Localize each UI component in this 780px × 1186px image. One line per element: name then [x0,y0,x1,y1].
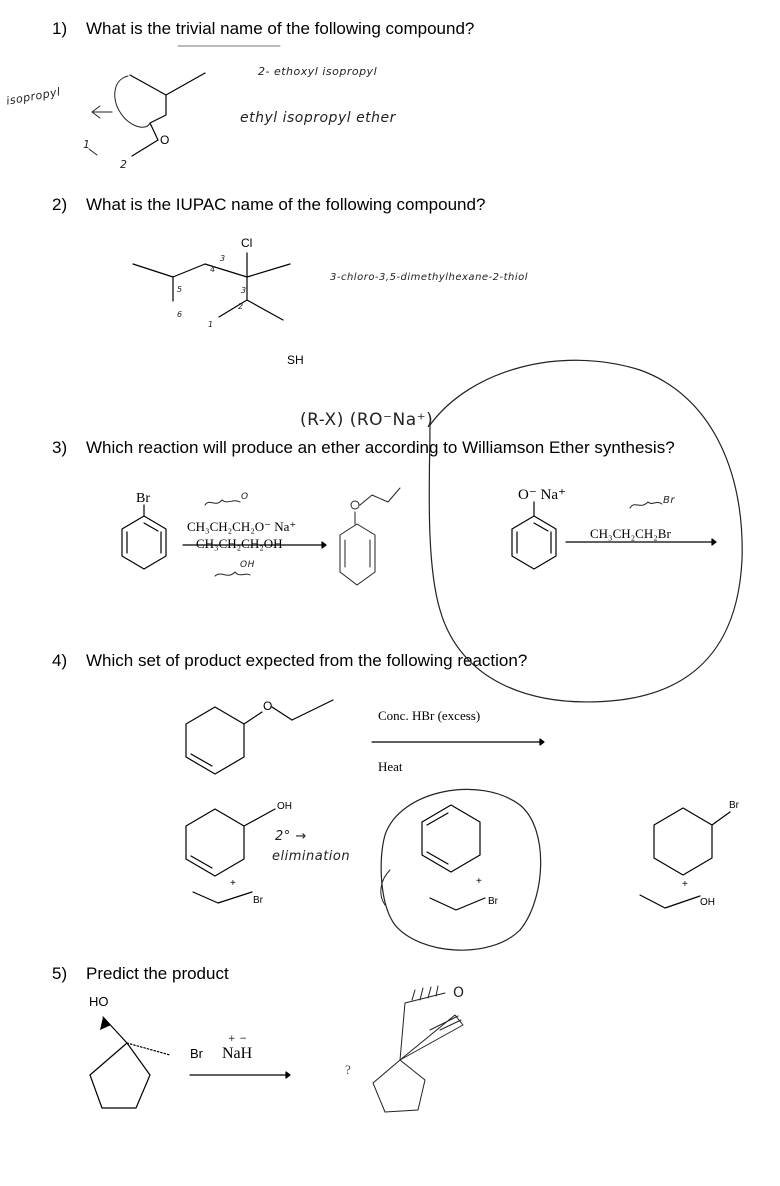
question-text: What is the IUPAC name of the following compound? [86,195,486,214]
q2-hw-answer: 3-chloro-3,5-dimethylhexane-2-thiol [330,272,529,283]
q2-locant-3: 3 [241,286,247,295]
q3-phenoxide-label: O⁻ Na⁺ [518,487,566,503]
q3-hw-option-b [340,488,400,585]
q5-question-mark: ? [345,1062,351,1077]
q5-reactant-structure [90,1017,170,1108]
q2-locant-1: 1 [208,320,214,329]
q4-option-a-br: Br [253,895,263,906]
q2-locant-4: 4 [210,265,216,274]
q1-ether-structure [130,46,280,156]
q5-reagent: NaH [222,1045,253,1062]
q4-plus-c: + [682,879,688,890]
q1-hw-number-1: 1 [83,138,91,151]
question-number: 3) [52,438,68,457]
q4-reagent-bottom: Heat [378,759,403,774]
q4-plus-b: + [476,876,482,887]
q1-hw-answer-line1: 2- ethoxyl isopropyl [258,65,378,78]
question-number: 1) [52,19,68,38]
q5-hw-product [373,986,463,1112]
q1-annotations [89,76,150,155]
answer-circle-q4 [381,789,541,950]
q4-hw-elimination: elimination [272,849,351,864]
q4-oxygen-label: O [263,699,273,713]
q4-reagent-top: Conc. HBr (excess) [378,708,481,723]
q4-reactant-structure [186,700,333,774]
question-text: What is the trivial name of the following compound? [86,19,475,38]
q2-chlorine-label: Cl [241,236,253,250]
q3-hw-general-formula: (R-X) (RO⁻Na⁺) [300,410,434,430]
question-text: Which set of product expected from the following reaction? [86,651,528,670]
q1-oxygen-label: O [160,133,170,147]
q4-option-b-structure [422,805,485,910]
q2-thiol-structure [133,253,290,320]
q4-option-b-br: Br [488,896,498,907]
q2-thiol-label: SH [287,353,304,367]
q5-ho-label: HO [89,994,109,1009]
q4-option-c-br: Br [729,800,739,811]
sodium-phenoxide-structure [512,502,556,569]
question-text: Which reaction will produce an ether according to Williamson Ether synthesis? [86,438,675,457]
q3-hw-br: Br [663,495,675,506]
q3-hw-oh: OH [240,560,255,570]
q4-plus-a: + [230,878,236,889]
q1-hw-answer-line2: ethyl isopropyl ether [240,110,396,126]
q4-option-c-oh: OH [700,897,715,908]
answer-circle-q3 [429,360,742,702]
q3-br-label: Br [136,491,150,506]
q3-hw-o: O [241,492,249,502]
question-number: 4) [52,651,68,670]
q2-locant-2: 2 [238,302,244,311]
q2-locant-5: 5 [177,285,183,294]
q4-hw-2deg: 2° → [275,829,307,844]
q3-reagent-2: CH₃CH₂CH₂OH [196,536,283,551]
q4-option-a-oh: OH [277,801,292,812]
question-text: Predict the product [86,964,229,983]
q5-hw-charges: + − [228,1034,248,1044]
q3-hw-propyl [630,502,662,508]
q5-br-label: Br [190,1046,203,1061]
q1-hw-isopropyl: isopropyl [5,85,62,108]
q3-reagent-3: CH₃CH₂CH₂Br [590,526,671,541]
q3-reagent-1: CH₃CH₂CH₂O⁻ Na⁺ [187,519,297,534]
q5-hw-oxygen: O [453,985,465,1001]
q1-hw-number-2: 2 [120,158,128,171]
q2-locant-7: 3 [220,254,226,263]
question-number: 5) [52,964,68,983]
question-number: 2) [52,195,68,214]
q4-option-c-structure [640,808,730,908]
bromobenzene-structure [122,505,166,569]
q2-locant-6: 6 [177,310,183,319]
